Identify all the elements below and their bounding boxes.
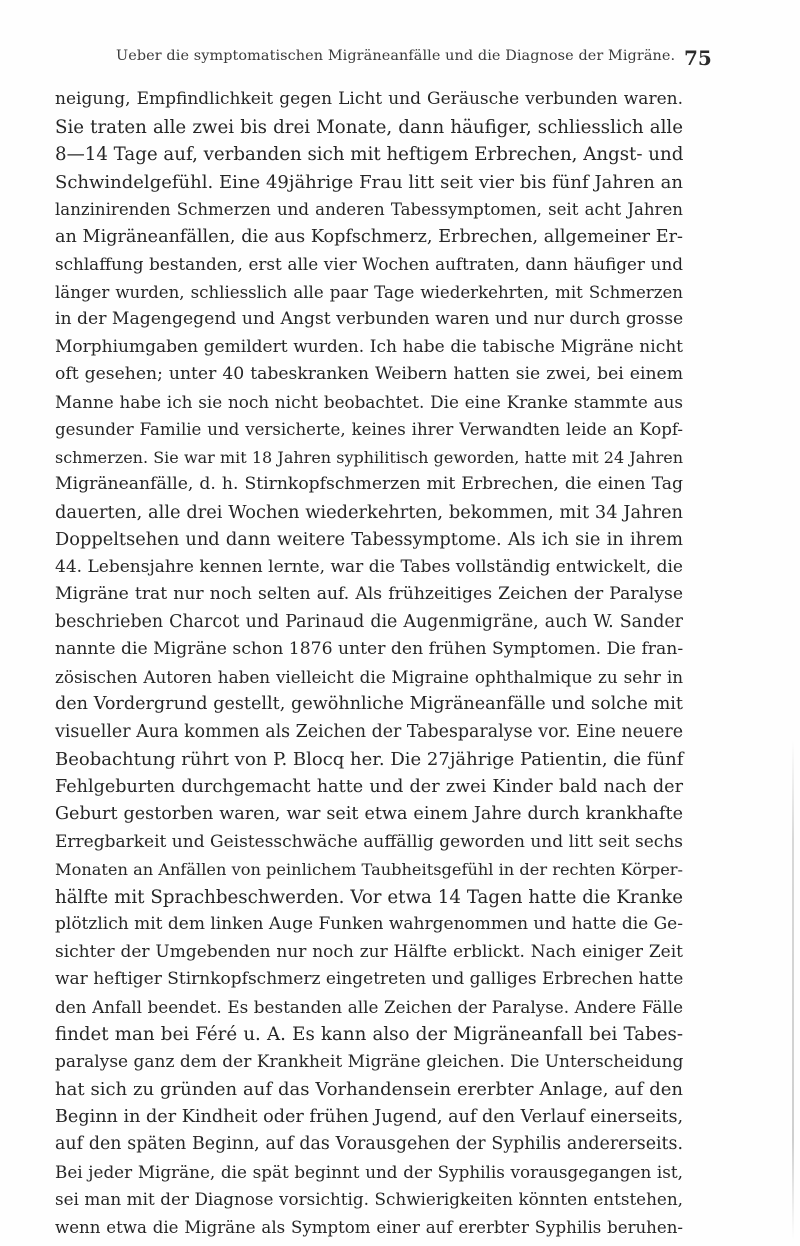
text-line: hälfte mit Sprachbeschwerden. Vor etwa 14 Tagen hatte die Kranke — [55, 886, 683, 908]
text-line: wenn etwa die Migräne als Symptom einer auf ererbter Syphilis beruhen- — [55, 1217, 683, 1237]
text-line: Migräne trat nur noch selten auf. Als frühzeitiges Zeichen der Paralyse — [55, 584, 683, 604]
text-line: Fehlgeburten durchgemacht hatte und der zwei Kinder bald nach der — [55, 776, 683, 797]
text-line: Beginn in der Kindheit oder frühen Jugend, auf den Verlauf einerseits, — [55, 1106, 684, 1127]
text-line: 8—14 Tage auf, verbanden sich mit heftigem Erbrechen, Angst- und — [55, 144, 684, 165]
scan-edge-shadow — [792, 740, 794, 1240]
text-line: gesunder Familie und versicherte, keines ihrer Verwandten leide an Kopf- — [55, 420, 683, 439]
text-line: Erregbarkeit und Geistesschwäche auffällig geworden und litt seit sechs — [55, 831, 683, 852]
text-line: sichter der Umgebenden nur noch zur Hälfte erblickt. Nach einiger Zeit — [55, 941, 683, 962]
text-line: Monaten an Anfällen von peinlichem Taubheitsgefühl in der rechten Körper- — [55, 860, 683, 879]
text-line: plötzlich mit dem linken Auge Funken wahrgenommen und hatte die Ge- — [55, 914, 683, 934]
text-line: Morphiumgaben gemildert wurden. Ich habe die tabische Migräne nicht — [55, 336, 683, 357]
text-line: visueller Aura kommen als Zeichen der Tabesparalyse vor. Eine neuere — [55, 721, 683, 742]
running-head: Ueber die symptomatischen Migräneanfälle und die Diagnose der Migräne. — [116, 48, 676, 64]
text-line: Geburt gestorben waren, war seit etwa einem Jahre durch krankhafte — [55, 804, 683, 824]
text-line: sei man mit der Diagnose vorsichtig. Schwierigkeiten könnten entstehen, — [55, 1189, 683, 1209]
text-line: hat sich zu gründen auf das Vorhandensein ererbter Anlage, auf den — [55, 1079, 683, 1100]
text-line: neigung, Empfindlichkeit gegen Licht und Geräusche verbunden waren. — [55, 89, 683, 109]
text-line: findet man bei Féré u. A. Es kann also der Migräneanfall bei Tabes- — [55, 1024, 683, 1045]
text-line: auf den späten Beginn, auf das Vorausgehen der Syphilis andererseits. — [55, 1134, 683, 1154]
text-line: lanzinirenden Schmerzen und anderen Tabessymptomen, seit acht Jahren — [55, 200, 683, 219]
text-line: nannte die Migräne schon 1876 unter den frühen Symptomen. Die fran- — [55, 639, 684, 659]
page-number: 75 — [684, 46, 712, 70]
text-line: 44. Lebensjahre kennen lernte, war die Tabes vollständig entwickelt, die — [55, 556, 683, 577]
text-line: schlaffung bestanden, erst alle vier Wochen auftraten, dann häufiger und — [55, 254, 683, 274]
text-line: in der Magengegend und Angst verbunden waren und nur durch grosse — [55, 309, 684, 329]
text-line: Migräneanfälle, d. h. Stirnkopfschmerzen mit Erbrechen, die einen Tag — [55, 474, 683, 494]
text-line: Doppeltsehen und dann weitere Tabessymptome. Als ich sie in ihrem — [55, 529, 683, 550]
text-line: den Vordergrund gestellt, gewöhnliche Migräneanfälle und solche mit — [55, 694, 683, 714]
text-line: oft gesehen; unter 40 tabeskranken Weibern hatten sie zwei, bei einem — [55, 364, 683, 384]
text-line: Bei jeder Migräne, die spät beginnt und der Syphilis vorausgegangen ist, — [55, 1161, 683, 1182]
text-line: schmerzen. Sie war mit 18 Jahren syphilitisch geworden, hatte mit 24 Jahren — [55, 447, 683, 467]
text-line: Schwindelgefühl. Eine 49jährige Frau litt seit vier bis fünf Jahren an — [55, 171, 683, 193]
text-line: paralyse ganz dem der Krankheit Migräne gleichen. Die Unterscheidung — [55, 1051, 684, 1072]
text-line: Sie traten alle zwei bis drei Monate, dann häufiger, schliesslich alle — [55, 116, 683, 138]
text-line: an Migräneanfällen, die aus Kopfschmerz, Erbrechen, allgemeiner Er- — [55, 226, 683, 247]
text-line: Manne habe ich sie noch nicht beobachtet. Die eine Kranke stammte aus — [55, 391, 683, 412]
body-text — [55, 86, 683, 1241]
text-line: beschrieben Charcot und Parinaud die Augenmigräne, auch W. Sander — [55, 611, 683, 632]
text-line: länger wurden, schliesslich alle paar Tage wiederkehrten, mit Schmerzen — [55, 282, 683, 302]
text-line: Beobachtung rührt von P. Blocq her. Die 27jährige Patientin, die fünf — [55, 749, 684, 770]
text-line: den Anfall beendet. Es bestanden alle Zeichen der Paralyse. Andere Fälle — [55, 996, 683, 1017]
text-line: zösischen Autoren haben vielleicht die Migraine ophthalmique zu sehr in — [55, 666, 683, 687]
text-line: dauerten, alle drei Wochen wiederkehrten, bekommen, mit 34 Jahren — [55, 501, 683, 523]
text-line: war heftiger Stirnkopfschmerz eingetreten und galliges Erbrechen hatte — [55, 969, 684, 989]
